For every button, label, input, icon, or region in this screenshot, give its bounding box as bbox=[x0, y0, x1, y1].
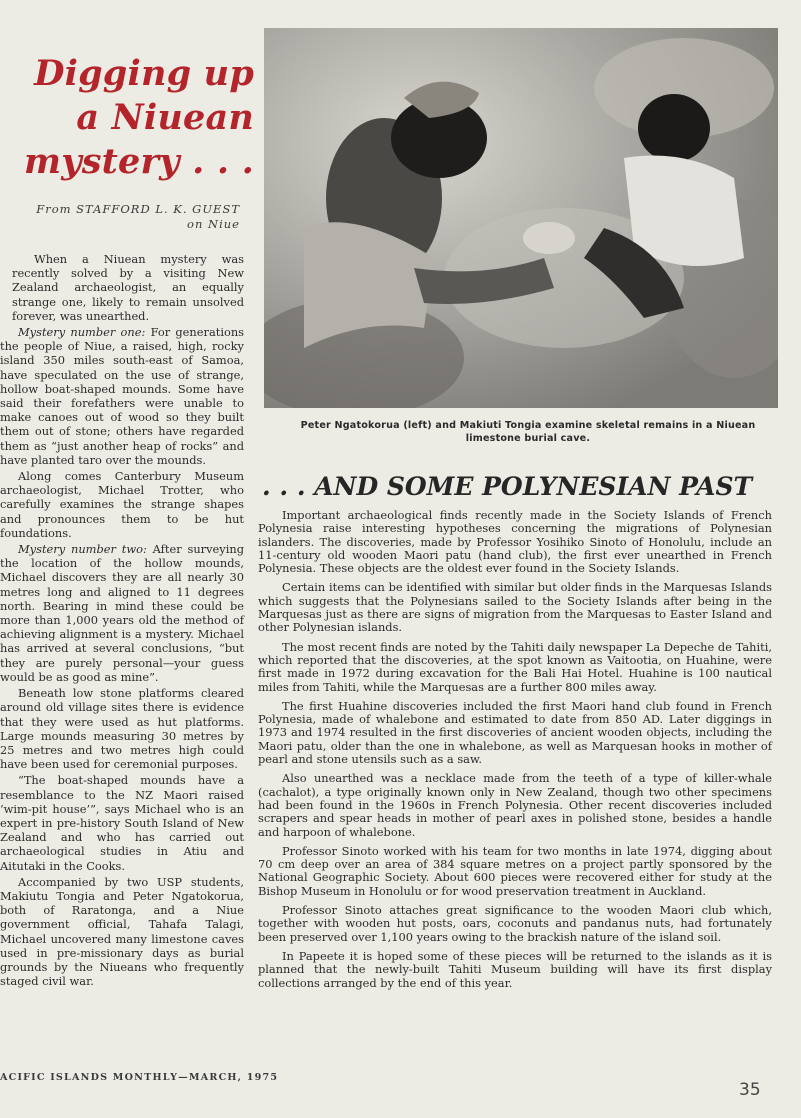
headline-line-2: a Niuean bbox=[76, 97, 254, 138]
byline-location: on Niue bbox=[187, 217, 240, 231]
byline bbox=[0, 202, 240, 232]
paragraph-text: Beneath low stone platforms cleared around old village sites there is evidence that they were used as hut platforms. Large mounds measuring 30 metres by 25 metres and two metres high could have been used for ceremonial purposes. bbox=[0, 686, 244, 772]
left-paragraph bbox=[0, 469, 244, 540]
right-paragraph: Certain items can be identified with similar but older finds in the Marquesas Islands which suggests that the Polynesians sailed to the Society Islands after being in the Marquesas just as there are signs of migration from the Marquesas to Easter Island and other Polynesian islands. bbox=[258, 580, 772, 635]
paragraph-lead: Mystery number two: bbox=[18, 542, 147, 557]
publication-footer: ACIFIC ISLANDS MONTHLY—MARCH, 1975 bbox=[0, 1072, 279, 1083]
left-paragraph bbox=[0, 252, 244, 323]
paragraph-text: After surveying the location of the hollow mounds, Michael discovers they are all nearly 30 metres long and aligned to 11 degrees north. Bearing in mind these could be more than 1,000 years old the method of achieving alignment is a mystery. Michael has arrived at several conclusions, “but they are purely personal—your guess would be as good as mine”. bbox=[0, 542, 244, 684]
photo-caption: Peter Ngatokorua (left) and Makiuti Tongia examine skeletal remains in a Niuean limestone burial cave. bbox=[300, 420, 756, 444]
paragraph-text: “The boat-shaped mounds have a resemblance to the NZ Maori raised ‘wim-pit house’”, says Michael who is an expert in pre-history South Island of New Zealand and who has carried out archaeological studies in Atiu and Aitutaki in the Cooks. bbox=[0, 773, 244, 873]
paragraph-text: Along comes Canterbury Museum archaeologist, Michael Trotter, who carefully examines the strange shapes and pronounces them to be hut foundations. bbox=[0, 469, 244, 540]
left-column-body bbox=[0, 252, 244, 990]
paragraph-text: For generations the people of Niue, a raised, high, rocky island 350 miles south-east of Samoa, have speculated on the use of strange, hollow boat-shaped mounds. Some have said their forefathers were unable to make canoes out of wood so they built them out of stone; others have regarded them as “just another heap of rocks” and have planted taro over the mounds. bbox=[0, 325, 244, 467]
right-paragraph: Important archaeological finds recently made in the Society Islands of French Polynesia raise interesting hypotheses concerning the migrations of Polynesian islanders. The discoveries, made by Professor Yosihiko Sinoto of Honolulu, include an 11-century old wooden Maori patu (hand club), the first ever unearthed in French Polynesia. These objects are the oldest ever found in the Society Islands. bbox=[258, 508, 772, 576]
right-column-body bbox=[258, 509, 772, 996]
left-paragraph bbox=[0, 542, 244, 684]
headline-line-1: Digging up bbox=[34, 53, 254, 94]
right-paragraph: Professor Sinoto attaches great significance to the wooden Maori club which, together with wooden hut posts, oars, coconuts and pandanus nuts, had fortunately been preserved over 1,100 years owing to the brackish nature of the island soil. bbox=[258, 903, 772, 944]
left-paragraph bbox=[0, 325, 244, 467]
left-paragraph bbox=[0, 686, 244, 771]
article-headline bbox=[22, 52, 254, 184]
right-paragraph: The most recent finds are noted by the Tahiti daily newspaper La Depeche de Tahiti, which reported that the discoveries, at the spot known as Vaitootia, on Huahine, were first made in 1972 during excavation for the Bali Hai Hotel. Huahine is 100 nautical miles from Tahiti, while the Marquesas are a further 800 miles away. bbox=[258, 639, 772, 694]
byline-author: From STAFFORD L. K. GUEST bbox=[36, 202, 240, 216]
right-paragraph: Professor Sinoto worked with his team for two months in late 1974, digging about 70 cm deep over an area of 384 square metres on a project partly sponsored by the National Geographic Society. About 600 pieces were recovered either for study at the Bishop Museum in Honolulu or for wood preservation treatment in Auckland. bbox=[258, 843, 772, 898]
paragraph-lead: Mystery number one: bbox=[18, 325, 146, 340]
photo-illustration bbox=[264, 28, 778, 408]
headline-line-3: mystery . . . bbox=[24, 141, 254, 182]
burial-cave-photo bbox=[264, 28, 778, 408]
right-paragraph: In Papeete it is hoped some of these pieces will be returned to the islands as it is planned that the newly-built Tahiti Museum building will have its first display collections arranged by the end of this year. bbox=[258, 948, 772, 990]
left-paragraph bbox=[0, 875, 244, 989]
right-paragraph: The first Huahine discoveries included the first Maori hand club found in French Polynesia, made of whalebone and estimated to date from 850 AD. Later diggings in 1973 and 1974 resulted in the first discoveries of ancient wooden objects, including the Maori patu, older than the one in whalebone, as well as Marquesan hooks in mother of pearl and stone utensils such as a saw. bbox=[258, 698, 772, 767]
right-paragraph: Also unearthed was a necklace made from the teeth of a type of killer-whale (cachalot), a type originally known only in New Zealand, though two other specimens had been found in the 1960s in French Polynesia. Other recent discoveries included scrapers and spear heads in mother of pearl axes in polished stone, besides a handle and harpoon of whalebone. bbox=[258, 771, 772, 839]
paragraph-text: Accompanied by two USP students, Makiutu Tongia and Peter Ngatokorua, both of Raratonga, and a Niue government official, Tahafa Talagi, Michael uncovered many limestone caves used in pre-missionary days as burial grounds by the Niueans who frequently staged civil war. bbox=[0, 874, 244, 989]
left-paragraph bbox=[0, 773, 244, 872]
page-number: 35 bbox=[739, 1080, 761, 1100]
paragraph-text: When a Niuean mystery was recently solved by a visiting New Zealand archaeologist, an equally strange one, likely to remain unsolved forever, was unearthed. bbox=[12, 252, 244, 323]
section-subhead: . . . AND SOME POLYNESIAN PAST bbox=[262, 472, 753, 501]
